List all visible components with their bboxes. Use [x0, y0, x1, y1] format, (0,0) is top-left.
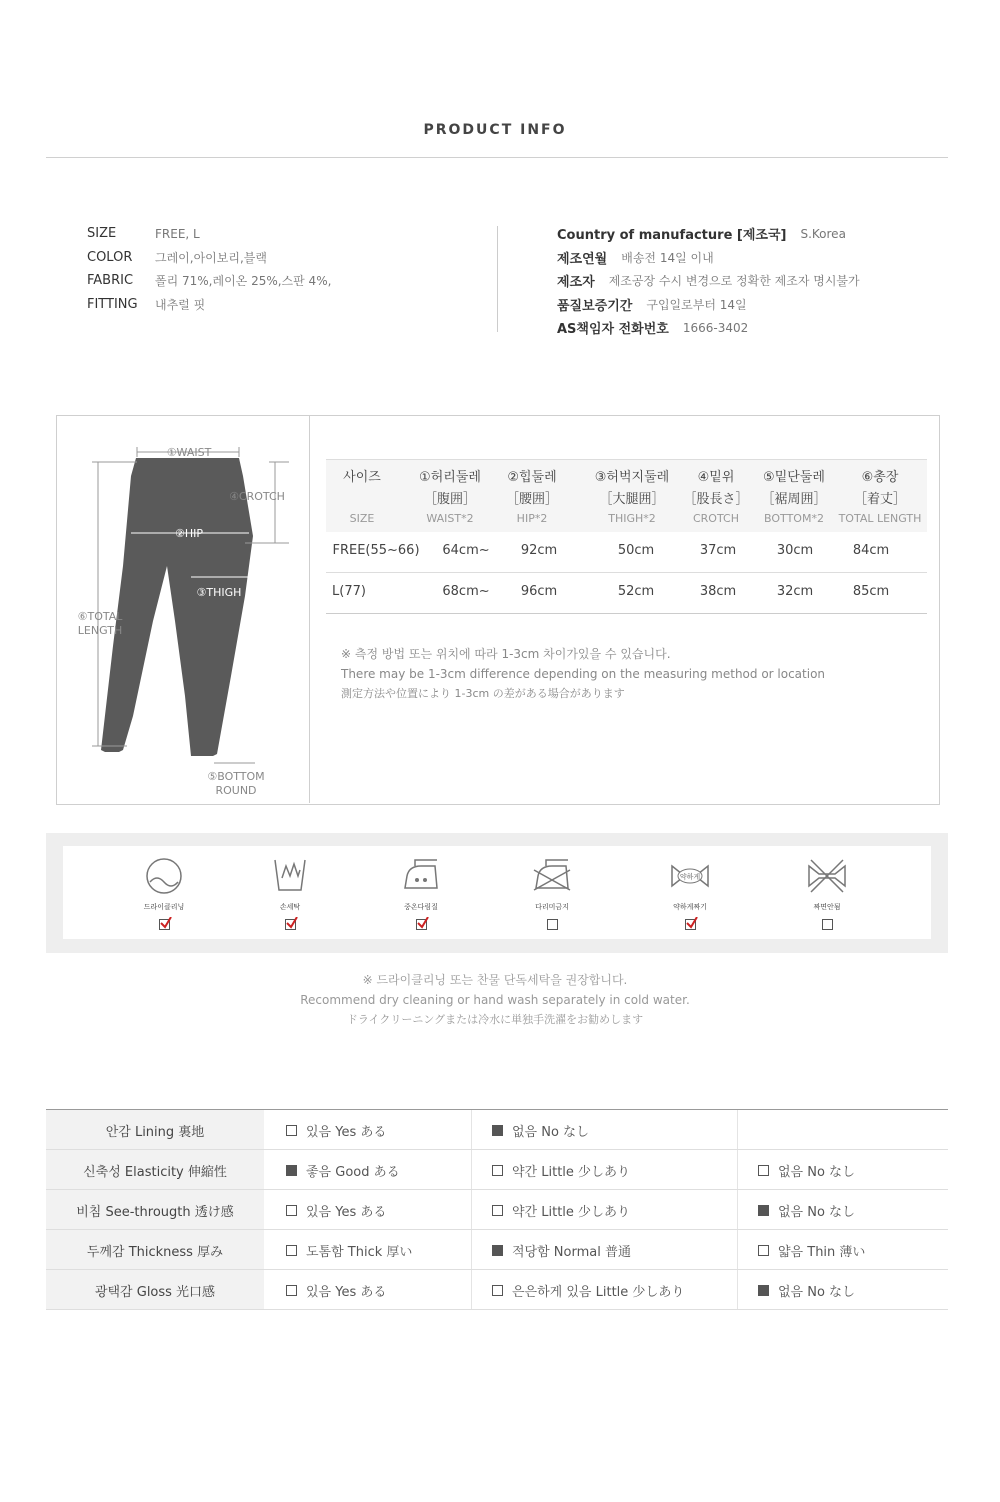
property-option[interactable] — [758, 1150, 855, 1190]
checkmark-icon — [686, 917, 698, 929]
size-header-en: WAIST*2 — [426, 512, 474, 525]
care-label: 짜면안됨 — [813, 903, 841, 911]
property-row — [46, 1109, 948, 1150]
total-label-1: ⑥TOTAL — [77, 610, 123, 623]
property-option[interactable] — [492, 1150, 630, 1190]
basic-info — [87, 222, 331, 316]
info-key: 제조연월 — [557, 251, 608, 267]
size-header-en: HIP*2 — [516, 512, 548, 525]
pants-diagram — [57, 416, 309, 802]
property-option[interactable] — [492, 1110, 589, 1150]
info-row-maker — [557, 269, 860, 293]
page-title: PRODUCT INFO — [423, 122, 567, 138]
no-wring-icon — [807, 856, 847, 896]
property-row — [46, 1189, 948, 1230]
option-checkbox[interactable] — [286, 1285, 297, 1296]
size-header-ko: ③허벅지둘레 — [594, 470, 670, 485]
property-option[interactable] — [758, 1270, 855, 1310]
size-header-jp: ［大腿囲］ — [599, 492, 665, 507]
care-checkbox[interactable] — [547, 919, 558, 930]
size-cell: 50cm — [617, 543, 655, 558]
info-value: 배송전 14일 이내 — [621, 250, 714, 265]
info-row-warranty — [557, 293, 860, 317]
property-option[interactable] — [758, 1190, 855, 1230]
option-label: 적당함 Normal 普通 — [512, 1244, 631, 1260]
info-value: FREE, L — [155, 226, 200, 241]
property-label: 광택감 Gloss 光口感 — [46, 1270, 264, 1310]
waist-label: ①WAIST — [166, 446, 212, 459]
size-cell: 64cm~ — [442, 543, 490, 558]
care-checkbox[interactable] — [416, 919, 427, 930]
bottom-label-2: ROUND — [215, 784, 257, 797]
care-item-1 — [124, 856, 204, 933]
size-header-jp: ［裾周囲］ — [761, 492, 827, 507]
option-checkbox[interactable] — [758, 1205, 769, 1216]
size-header-jp: ［股長さ］ — [683, 492, 749, 507]
size-cell: 96cm — [520, 584, 558, 599]
info-value: 제조공장 수시 변경으로 정확한 제조자 명시불가 — [608, 274, 860, 289]
info-key: FABRIC — [87, 273, 134, 289]
care-item-2 — [250, 856, 330, 933]
property-option[interactable] — [286, 1110, 386, 1150]
option-label: 약간 Little 少しあり — [512, 1164, 631, 1180]
option-label: 있음 Yes ある — [306, 1124, 387, 1140]
property-option[interactable] — [492, 1230, 631, 1270]
info-value: 그레이,아이보리,블랙 — [155, 250, 267, 265]
option-checkbox[interactable] — [492, 1205, 503, 1216]
size-header-en: SIZE — [349, 512, 375, 525]
option-label: 있음 Yes ある — [306, 1204, 387, 1220]
size-cell: 37cm — [699, 543, 737, 558]
property-label: 신축성 Elasticity 伸縮性 — [46, 1150, 264, 1190]
care-checkbox[interactable] — [822, 919, 833, 930]
size-table-row-divider — [326, 572, 927, 573]
size-header-ko: 사이즈 — [343, 470, 381, 485]
option-label: 좋음 Good ある — [306, 1164, 400, 1180]
svg-text:약하게: 약하게 — [679, 873, 701, 881]
hand-wash-icon — [270, 856, 310, 896]
option-label: 있음 Yes ある — [306, 1284, 387, 1300]
size-note — [341, 644, 825, 704]
size-header-ko: ⑥총장 — [861, 470, 899, 485]
size-header-ko: ②힙둘레 — [507, 470, 557, 485]
size-header-en: THIGH*2 — [608, 512, 656, 525]
bottom-label-1: ⑤BOTTOM — [207, 770, 265, 783]
care-label: 중온다림질 — [404, 903, 438, 911]
care-note — [0, 970, 990, 1030]
option-checkbox[interactable] — [492, 1285, 503, 1296]
size-header-ko: ④밑위 — [697, 470, 735, 485]
option-checkbox[interactable] — [286, 1245, 297, 1256]
size-table-bottom — [326, 613, 927, 614]
property-option[interactable] — [492, 1270, 684, 1310]
option-checkbox[interactable] — [286, 1125, 297, 1136]
option-checkbox[interactable] — [492, 1245, 503, 1256]
info-row-color — [87, 246, 331, 270]
option-checkbox[interactable] — [758, 1285, 769, 1296]
info-key: FITTING — [87, 296, 138, 312]
care-checkbox[interactable] — [285, 919, 296, 930]
property-option[interactable] — [286, 1230, 412, 1270]
info-value: 구입일로부터 14일 — [646, 297, 747, 312]
info-row-fitting — [87, 293, 331, 317]
option-checkbox[interactable] — [286, 1165, 297, 1176]
checkmark-icon — [286, 917, 298, 929]
info-value: 1666-3402 — [682, 320, 749, 335]
info-key: COLOR — [87, 249, 133, 265]
property-option[interactable] — [492, 1190, 630, 1230]
checkmark-icon — [417, 917, 429, 929]
info-row-date — [557, 246, 860, 270]
info-divider — [497, 226, 498, 332]
care-label: 다리미금지 — [535, 903, 569, 911]
option-checkbox[interactable] — [286, 1205, 297, 1216]
care-label: 약하게짜기 — [673, 903, 707, 911]
size-header-jp: ［腹囲］ — [423, 492, 476, 507]
property-table-bottom — [46, 1309, 948, 1310]
size-note-ko: ※ 측정 방법 또는 위치에 따라 1-3cm 차이가있을 수 있습니다. — [341, 647, 671, 661]
property-option[interactable] — [758, 1230, 865, 1270]
size-cell: 32cm — [776, 584, 814, 599]
checkmark-icon — [160, 917, 172, 929]
care-note-jp: ドライクリーニングまたは冷水に単独手洗濯をお勧めします — [346, 1013, 644, 1026]
option-label: 없음 No なし — [778, 1164, 856, 1180]
info-key: AS책임자 전화번호 — [557, 322, 669, 338]
size-header-jp: ［腰囲］ — [505, 492, 558, 507]
size-cell: 68cm~ — [442, 584, 490, 599]
size-header-jp: ［着丈］ — [853, 492, 906, 507]
size-cell: 84cm — [852, 543, 890, 558]
no-iron-icon — [532, 856, 572, 896]
option-label: 없음 No なし — [778, 1284, 856, 1300]
property-label: 안감 Lining 裏地 — [46, 1110, 264, 1150]
dry-clean-icon — [144, 856, 184, 896]
care-item-3 — [381, 856, 461, 933]
property-row — [46, 1269, 948, 1310]
care-label: 손세탁 — [279, 903, 301, 911]
size-cell: 30cm — [776, 543, 814, 558]
title-divider — [46, 157, 948, 158]
info-key: Country of manufacture [제조국] — [557, 228, 787, 244]
size-cell: 38cm — [699, 584, 737, 599]
care-item-6 — [787, 856, 867, 933]
care-label: 드라이클리닝 — [143, 903, 185, 911]
size-header-en: CROTCH — [692, 512, 739, 525]
crotch-label: ④CROTCH — [229, 490, 285, 503]
size-note-en: There may be 1-3cm difference depending on the measuring method or location — [341, 667, 826, 681]
size-cell: 52cm — [617, 584, 655, 599]
info-value: S.Korea — [800, 226, 846, 241]
property-option[interactable] — [286, 1150, 400, 1190]
iron-medium-icon — [401, 856, 441, 896]
option-checkbox[interactable] — [492, 1125, 503, 1136]
option-checkbox[interactable] — [758, 1165, 769, 1176]
property-label: 비침 See-througth 透け感 — [46, 1190, 264, 1230]
info-row-country — [557, 222, 860, 246]
info-key: SIZE — [87, 226, 117, 242]
info-row-as-phone — [557, 316, 860, 340]
option-label: 없음 No なし — [512, 1124, 590, 1140]
size-header-en: TOTAL LENGTH — [838, 512, 922, 525]
info-value: 폴리 71%,레이온 25%,스판 4%, — [155, 274, 332, 289]
hip-label: ②HIP — [174, 527, 204, 540]
size-header-ko: ⑤밑단둘레 — [763, 470, 825, 485]
property-option[interactable] — [286, 1270, 386, 1310]
info-key: 제조자 — [557, 275, 595, 291]
care-item-5 — [650, 856, 730, 933]
size-cell: 92cm — [520, 543, 558, 558]
info-key: 품질보증기간 — [557, 298, 633, 314]
option-checkbox[interactable] — [758, 1245, 769, 1256]
size-header-en: BOTTOM*2 — [764, 512, 824, 525]
option-label: 약간 Little 少しあり — [512, 1204, 631, 1220]
care-note-ko: ※ 드라이클리닝 또는 찬물 단독세탁을 권장합니다. — [362, 973, 628, 987]
info-row-size — [87, 222, 331, 246]
size-cell: L(77) — [332, 584, 366, 599]
total-label-2: LENGTH — [77, 624, 123, 637]
option-checkbox[interactable] — [492, 1165, 503, 1176]
size-cell: FREE(55~66) — [332, 543, 420, 558]
info-value: 내추럴 핏 — [155, 297, 206, 312]
option-label: 은은하게 있음 Little 少しあり — [512, 1284, 685, 1300]
care-note-en: Recommend dry cleaning or hand wash separately in cold water. — [300, 993, 690, 1007]
option-label: 얇음 Thin 薄い — [778, 1244, 866, 1260]
manufacture-info — [557, 222, 860, 340]
size-note-jp: 測定方法や位置により 1-3cm の差がある場合があります — [341, 687, 625, 700]
size-cell: 85cm — [852, 584, 890, 599]
property-row — [46, 1229, 948, 1270]
option-label: 도톰함 Thick 厚い — [306, 1244, 413, 1260]
care-checkbox[interactable] — [159, 919, 170, 930]
property-row — [46, 1149, 948, 1190]
size-header-ko: ①허리둘레 — [419, 470, 481, 485]
info-row-fabric — [87, 269, 331, 293]
property-option[interactable] — [286, 1190, 386, 1230]
property-label: 두께감 Thickness 厚み — [46, 1230, 264, 1270]
wring-gently-icon — [670, 856, 710, 896]
care-checkbox[interactable] — [685, 919, 696, 930]
care-item-4 — [512, 856, 592, 933]
option-label: 없음 No なし — [778, 1204, 856, 1220]
thigh-label: ③THIGH — [196, 586, 242, 599]
